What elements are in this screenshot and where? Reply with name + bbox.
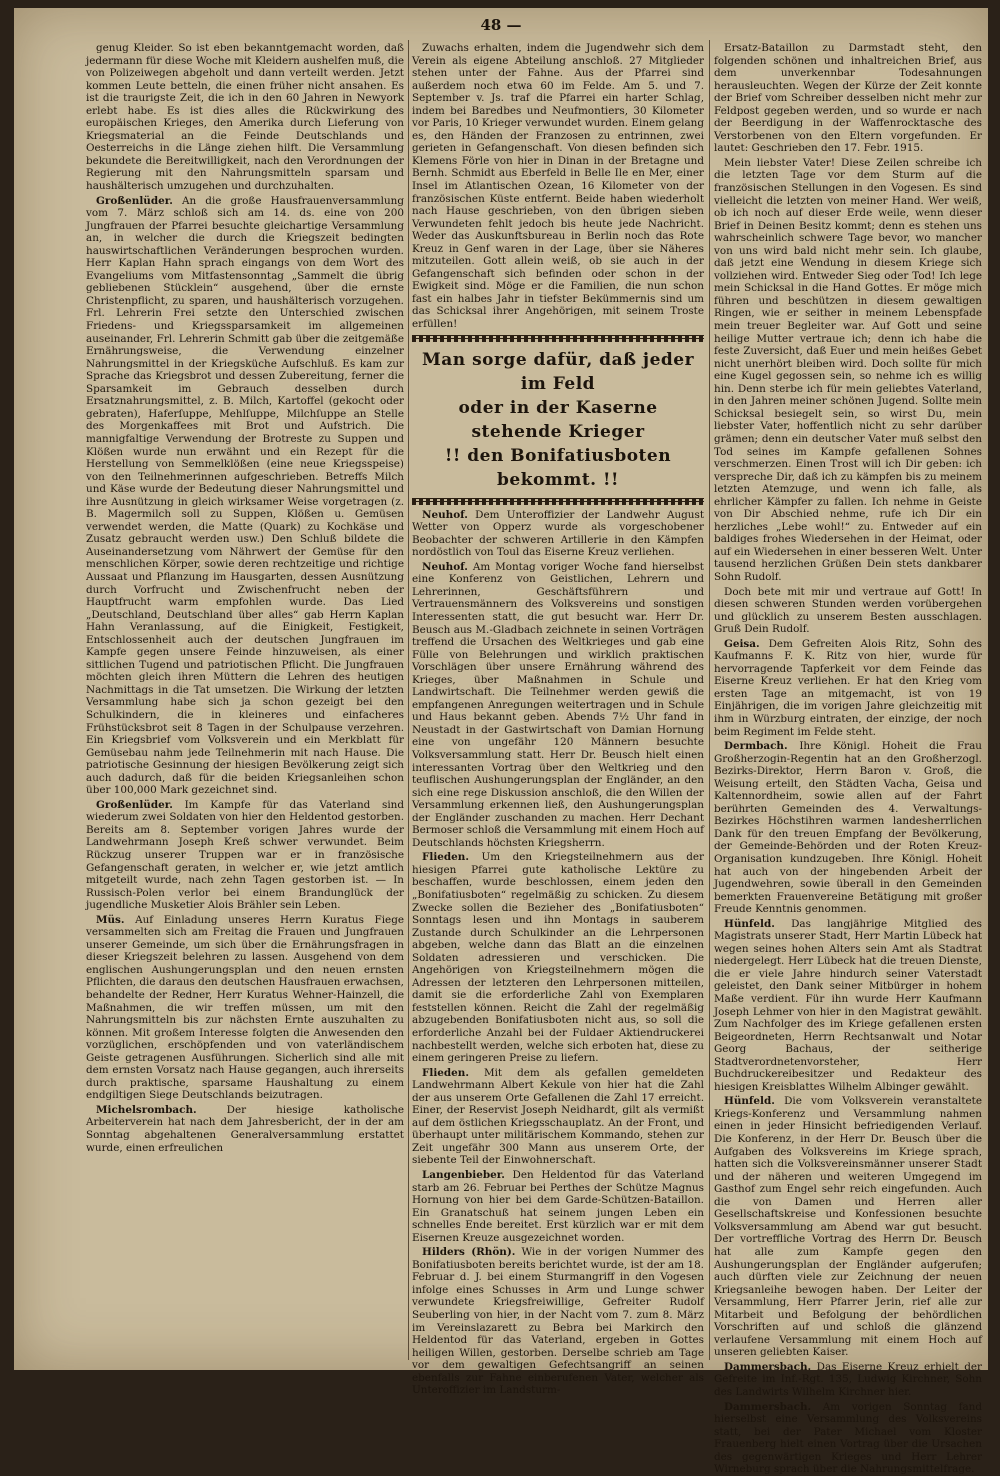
article-dateline: Hilders (Rhön).: [422, 1246, 516, 1259]
article-text: Wie in der vorigen Nummer des Bonifatiusboten bereits berichtet wurde, ist der am 18. Februar d. J. bei einem Sturmangriff in den Vogesen infolge eines Schusses in Arm und Lunge schwer verwundete Kriegsfreiwillige, Gefreiter Rudolf Seuberling von hier, in der Nacht vom 7. zum 8. März im Vereinslazarett zu Bebra bei Markirch den Heldentod für das Vaterland, ergeben in Gottes heiligen Willen, gestorben. Derselbe schrieb am Tage vor dem gewaltigen Gefechtsangriff an seinen ebenfalls zur Fahne einberufenen Vater, welcher als Unteroffizier im Landsturm-: [412, 1246, 705, 1397]
article-text: Ersatz-Bataillon zu Darmstadt steht, den folgenden schönen und inhaltreichen Brief, aus dem unverkennbar Todesahnungen herausleuchten. Wegen der Kürze der Zeit konnte der Brief vom Schreiber desselben nicht mehr zur Feldpost gegeben werden, und so wurde er nach der Beerdigung in der Waffenrocktasche des Verstorbenen von den Eltern vorgefunden. Er lautet: Geschrieben den 17. Febr. 1915.: [714, 42, 982, 155]
article-dateline: Dermbach.: [724, 740, 788, 753]
article-text: Doch bete mit mir und vertraue auf Gott! In diesen schweren Stunden werden vorübergehen und glücklich zu unserem Besten ausschlagen. Gruß Dein Rudolf.: [714, 585, 982, 636]
article-text: An die große Hausfrauenversammlung vom 7. März schloß sich am 14. ds. eine von 200 Jungfrauen der Pfarrei besuchte gleichartige Versammlung an, in welcher die durch die Kriegszeit bedingten hauswirtschaftlichen Veränderungen besprochen wurden. Herr Kaplan Hahn sprach eingangs von dem Wort des Evangeliums vom Mitfastensonntag „Sammelt die übrig gebliebenen Stücklein“ ausgehend, über die ernste Christenpflicht, zu sparen, und haushälterisch vorzugehen. Frl. Lehrerin Frei setzte den Unterschied zwischen Friedens- und Kriegssparsamkeit im allgemeinen auseinander, Frl. Lehrerin Schmitt gab über die zeitgemäße Ernährungsweise, die Verwendung einzelner Nahrungsmittel in der Kriegsküche Aufschluß. Es kam zur Sprache das Kriegsbrot und dessen Zubereitung, ferner die Sparsamkeit im Gebrauch desselben durch Ersatznahrungsmittel, z. B. Milch, Kartoffel (gekocht oder gebraten), Haferſuppe, Mehlſuppe, Milchſuppe an Stelle des Morgenkaffees mit Brot und Aufstrich. Die mannigfaltige Verwendung der Brotreste zu Suppen und Klößen wurde nun erwähnt und ein Rezept für die Herstellung von Semmelklößen (eine neue Kriegsspeise) von den Teilnehmerinnen aufgeschrieben. Betreffs Milch und Käse wurde der Bedeutung dieser Nahrungsmittel und ihre Ausnützung in gleich wirksamer Weise vorgetragen (z. B. Magermilch soll zu Suppen, Klößen u. Gemüsen verwendet werden, die Matte (Quark) zu Kochkäse und Zusatz gebraucht werden usw.) Den Schluß bildete die Auseinandersetzung vom Nährwert der Gemüse für den menschlichen Körper, sowie deren rechtzeitige und richtige Aussaat und Pflanzung im Hausgarten, dessen Ausnützung durch Vorfrucht und Zwischenfrucht neben der Hauptfrucht warm empfohlen wurde. Das Lied „Deutschland, Deutschland über alles“ gab Herrn Kaplan Hahn Veranlassung, auf die Einigkeit, Festigkeit, Entschlossenheit auch der deutschen Jungfrauen im Kampfe gegen unsere Feinde hinzuweisen, als einer sittlichen Tugend und patriotischen Pflicht. Die Jungfrauen möchten gleich ihren Müttern die Lehren des heutigen Nachmittags in die Tat umsetzen. Die Wirkung der letzten Versammlung habe sich ja schon gezeigt bei den Schulkindern, die in kleineres und einfacheres Frühstücksbrot seit 8 Tagen in der Schulpause verzehren. Ein Kriegsbrief vom Volksverein und ein Merkblatt für Gemüsebau nahm jede Teilnehmerin mit nach Hause. Die patriotische Gesinnung der hiesigen Bevölkerung zeigt sich auch dadurch, daß für die beiden Kriegsanleihen schon über 100,000 Mark gezeichnet sind.: [86, 194, 405, 797]
article-dateline: Großenlüder.: [96, 798, 173, 811]
article-text: Mein liebster Vater! Diese Zeilen schreibe ich die letzten Tage vor dem Sturm auf die französischen Stellungen in den Vogesen. Es sind vielleicht die letzten von meiner Hand. Wer weiß, ob ich noch auf dieser Erde weile, wenn dieser Brief in Deinen Besitz kommt; denn es stehen uns wahrscheinlich schwere Tage bevor, wo mancher von uns wird bald nicht mehr sein. Ich glaube, daß jetzt eine Wendung in diesem Kriege sich vollziehen wird. Entweder Sieg oder Tod! Ich lege mein Schicksal in die Hand Gottes. Er möge mich führen und beschützen in diesem gewaltigen Ringen, wie er seither in meinem Lebenspfade mein treuer Begleiter war. Auf Gott und seine heilige Mutter vertraue ich; denn ich habe die feste Zuversicht, daß Euer und mein heißes Gebet nicht unerhört bleiben wird. Doch sollte für mich eine Kugel gegossen sein, so nehme ich es willig hin. Denn sterbe ich für mein geliebtes Vaterland, in den Jahren meiner schönen Jugend. Sollte mein Schicksal besiegelt sein, so wirst Du, mein liebster Vater, hoffentlich nicht zu sehr darüber grämen; denn ein deutscher Vater muß selbst den Tod seines im Kampfe gefallenen Sohnes verschmerzen. Einen Trost will ich Dir geben: ich verspreche Dir, daß ich zu kämpfen bis zu meinem letzten Atemzuge, und wenn ich falle, als ehrlicher Kämpfer zu fallen. Ich nehme in Geiste von Dir Abschied nehme, rufe ich Dir ein herzliches „Lebe wohl!“ zu. Entweder auf ein baldiges frohes Wiedersehen in der Heimat, oder auf ein Wiedersehen in einer besseren Welt. Unter tausend herzlichen Grüßen Dein stets dankbarer Sohn Rudolf.: [714, 156, 982, 583]
article-paragraph: [412, 1067, 704, 1167]
article-dateline: Großenlüder.: [96, 194, 173, 207]
article-text: Mit dem als gefallen gemeldeten Landwehrmann Albert Kekule von hier hat die Zahl der aus unserem Orte Gefallenen die Zahl 17 erreicht. Einer, der Reservist Joseph Neidhardt, gilt als vermißt auf dem östlichen Kriegsschauplatz. An der Front, und überhaupt unter militärischem Kommando, stehen zur Zeit ungefähr 300 Mann aus unserem Orte, der siebente Teil der Einwohnerschaft.: [412, 1066, 704, 1167]
column-3: [714, 42, 983, 1476]
article-text: Das langjährige Mitglied des Magistrats unserer Stadt, Herr Martin Lübeck hat wegen seines hohen Alters sein Amt als Stadtrat niedergelegt. Herr Lübeck hat die treuen Dienste, die er viele Jahre hindurch seiner Vaterstadt geleistet, den Dank seiner Mitbürger in hohem Maße verdient. Für ihn wurde Herr Kaufmann Joseph Lehmer von hier in den Magistrat gewählt. Zum Nachfolger des im Kriege gefallenen ersten Beigeordneten, Herrn Rechtsanwalt und Notar Georg Bachaus, der seitherige Stadtverordnetenvorsteher, Herr Buchdruckereibesitzer und Redakteur des hiesigen Kreisblattes Wilhelm Albinger gewählt.: [714, 917, 982, 1093]
article-text: Der hiesige katholische Arbeiterverein hat nach dem Jahresbericht, der in der am Sonntag abgehaltenen Generalversammlung erstattet wurde, einen erfreulichen: [86, 1103, 404, 1154]
article-dateline: Langenbieber.: [422, 1169, 505, 1182]
article-paragraph: [86, 195, 404, 797]
article-text: Im Kampfe für das Vaterland sind wiederum zwei Soldaten von hier den Heldentod gestorben. Bereits am 8. September vorigen Jahres wurde der Landwehrmann Joseph Kreß schwer verwundet. Beim Rückzug unserer Truppen war er in französische Gefangenschaft geraten, in welcher er, wie jetzt amtlich mitgeteilt wurde, nach zehn Tagen gestorben ist. — In Russisch-Polen verlor bei einem Brandunglück der jugendliche Musketier Alois Brähler sein Leben.: [86, 798, 404, 912]
article-dateline: Hünfeld.: [724, 1095, 775, 1108]
article-dateline: Geisa.: [724, 637, 760, 650]
ornamental-divider: [412, 498, 704, 505]
article-text: Ihre Königl. Hoheit die Frau Großherzogin-Regentin hat an den Großherzogl. Bezirks-Direktor, Herrn Baron v. Groß, die Weisung erteilt, den Städten Vacha, Geisa und Kaltennordheim, sowie allen auf der Fahrt berührten Gemeinden des 4. Verwaltungs-Bezirkes Höchstihren warmen landesherrlichen Dank für den treuen Empfang der Bevölkerung, der Gemeinde-Behörden und der Roten Kreuz-Organisation kundzugeben. Ihre Königl. Hoheit hat auch von der hingebenden Arbeit der Jugendwehren, sowie überall in den Gemeinden bemerkten Frauenvereine Betätigung mit großer Freude Kenntnis genommen.: [714, 740, 983, 916]
article-dateline: Flieden.: [422, 1066, 469, 1079]
article-text: Am Montag voriger Woche fand hierselbst eine Konferenz von Geistlichen, Lehrern und Lehrerinnen, Geschäftsführern und Vertrauensmännern des Volksvereins und sonstigen Interessenten statt, die gut besucht war. Herr Dr. Beusch aus M.-Gladbach zeichnete in seinen Vorträgen treffend die Ursachen des Weltkrieges und gab eine Fülle von Belehrungen und wirklich praktischen Vorschlägen über unsere Ernährung während des Krieges, über Maßnahmen in Schule und Landwirtschaft. Die Teilnehmer werden gewiß die empfangenen Anregungen weitertragen und in Schule und Haus bekannt geben. Abends 7½ Uhr fand in Neustadt in der Gastwirtschaft von Damian Hornung eine von ungefähr 120 Männern besuchte Volksversammlung statt. Herr Dr. Beusch hielt einen interessanten Vortrag über den Weltkrieg und den teuflischen Aushungerungsplan der Engländer, an den sich eine rege Diskussion anschloß, die den Willen der Versammlung erkennen ließ, den Aushungerungsplan der Engländer zuschanden zu machen. Herr Dechant Bermoser schloß die Versammlung mit einem Hoch auf Deutschlands höchsten Kriegsherrn.: [412, 560, 704, 849]
article-text: Dem Unteroffizier der Landwehr August Wetter von Opperz wurde als vorgeschobener Beobachter der schweren Artillerie in den Kämpfen nordöstlich von Toul das Eiserne Kreuz verliehen.: [412, 508, 704, 559]
article-paragraph: [714, 586, 982, 636]
column-rule: [408, 40, 409, 1360]
article-paragraph: [412, 509, 704, 559]
article-paragraph: [412, 1246, 704, 1397]
notice-banner: [414, 348, 702, 492]
ornamental-divider: [412, 335, 704, 342]
article-paragraph: [714, 1095, 982, 1358]
article-text: Auf Einladung unseres Herrn Kuratus Fiege versammelten sich am Freitag die Frauen und Jungfrauen unserer Gemeinde, um sich über die Ernährungsfragen in dieser Kriegszeit belehren zu lassen. Ausgehend von dem englischen Aushungerungsplan und den neuen ernsten Pflichten, die daraus den deutschen Hausfrauen erwachsen, behandelte der Redner, Herr Kuratus Wehner-Hainzell, die Maßnahmen, die wir treffen müssen, um mit den Nahrungsmitteln bis zur nächsten Ernte auszuhalten zu können. Mit großem Interesse folgten die Anwesenden den vorzüglichen, erschöpfenden und von vaterländischem Geiste getragenen Ausführungen. Sicherlich sind alle mit dem ernsten Vorsatz nach Hause gegangen, auch ihrerseits durch praktische, sparsame Haushaltung zu einem endgiltigen Siege Deutschlands beizutragen.: [86, 913, 404, 1102]
article-paragraph: [412, 1169, 704, 1244]
article-paragraph: [86, 799, 404, 912]
article-text: Am vorigen Sonntag fand hierselbst eine Versammlung des Volksvereins statt, bei der Pater Michael vom Kloster Frauenberg hielt einen Vortrag über die Ursachen des gegenwärtigen Krieges und Herr Lehrer Wirneburg sprach über die Nahrungsmittelfrage.: [714, 1400, 982, 1476]
article-dateline: Flieden.: [422, 851, 469, 864]
article-paragraph: [714, 740, 982, 916]
banner-line: Man sorge dafür, daß jeder im Feld: [421, 349, 695, 394]
column-1: [86, 42, 404, 1362]
article-dateline: Müs.: [96, 913, 125, 926]
article-text: Dem Gefreiten Alois Ritz, Sohn des Kaufmanns F. K. Ritz von hier, wurde für hervorragende Tapferkeit vor dem Feinde das Eiserne Kreuz verliehen. Er hat den Krieg vom ersten Tage an mitgemacht, ist von 19 Einjährigen, die im vorigen Jahre gleichzeitig mit ihm in Würzburg eintraten, der einzige, der noch beim Regiment im Felde steht.: [714, 637, 983, 738]
article-text: Die vom Volksverein veranstaltete Kriegs-Konferenz und Versammlung nahmen einen in jeder Hinsicht befriedigenden Verlauf. Die Konferenz, in der Herr Dr. Beusch über die Aufgaben des Volksvereins im Kriege sprach, hatten sich die Volksvereinsmänner unserer Stadt und der näheren und weiteren Umgegend im Gasthof zum Engel sehr reich eingefunden. Auch die von Damen und Herren aller Gesellschaftskreise und Konfessionen besuchte Volksversammlung am Abend war gut besucht. Der vortreffliche Vortrag des Herrn Dr. Beusch hat alle zum Kampfe gegen den Aushungerungsplan der Engländer aufgerufen; auch dürften viele zur Zeichnung der neuen Kriegsanleihe bewogen haben. Der Leiter der Versammlung, Herr Pfarrer Jerin, rief alle zur Mitarbeit und Befolgung der behördlichen Vorschriften auf und schloß die glänzend verlaufene Versammlung mit einem Hoch auf unseren geliebten Kaiser.: [714, 1095, 982, 1359]
banner-line: oder in der Kaserne stehende Krieger: [458, 397, 658, 442]
article-paragraph: [714, 42, 982, 155]
article-dateline: Neuhof.: [422, 508, 468, 521]
article-text: Das Eiserne Kreuz erhielt der Gefreite im Inf.-Rgt. 135, Ludwig Kirchner, Sohn des Landwirts Wilhelm Kirchner hier.: [714, 1360, 982, 1398]
article-paragraph: [412, 851, 704, 1064]
article-dateline: Michelsrombach.: [96, 1103, 197, 1116]
article-paragraph: [714, 1401, 982, 1476]
article-paragraph: [714, 638, 982, 738]
newspaper-page: [14, 8, 988, 1476]
column-2: [412, 42, 705, 1397]
article-paragraph: [412, 42, 704, 331]
article-paragraph: [714, 157, 982, 584]
page-number: 48 —: [480, 16, 522, 34]
article-paragraph: [714, 918, 982, 1094]
article-text: Zuwachs erhalten, indem die Jugendwehr sich dem Verein als eigene Abteilung anschloß. 27 Mitglieder stehen unter der Fahne. Aus der Pfarrei sind außerdem noch etwa 60 im Felde. Am 5. und 7. September v. Js. traf die Pfarrei ein harter Schlag, indem bei Baredbes und Neufmontiers, 30 Kilometer vor Paris, 10 Krieger verwundet wurden. Einem gelang es, den Händen der Franzosen zu entrinnen, zwei gerieten in Gefangenschaft. Von diesen befinden sich Klemens Förle von hier in Dinan in der Bretagne und Bernh. Schmidt aus Eberfeld in Belle Ile en Mer, einer Insel im Atlantischen Ozean, 16 Kilometer von der französischen Küste entfernt. Beide haben wiederholt nach Hause geschrieben, von den übrigen sieben Verwundeten fehlt jedoch bis heute jede Nachricht. Weder das Auskunftsbureau in Berlin noch das Rote Kreuz in Genf waren in der Lage, über sie Näheres mitzuteilen. Gott allein weiß, ob sie auch in der Gefangenschaft sich befinden oder schon in der Ewigkeit sind. Möge er die Familien, die nun schon fast ein halbes Jahr in tiefster Bekümmernis sind um das Schicksal ihrer Angehörigen, mit seinem Troste erfüllen!: [412, 42, 704, 331]
article-dateline: Neuhof.: [422, 560, 468, 573]
article-text: genug Kleider. So ist eben bekanntgemacht worden, daß jedermann für diese Woche mit Kleidern aushelfen muß, die von Polizeiwegen abgeholt und dann verteilt werden. Jetzt kommen Leute betteln, die einen früher nicht ansahen. Es ist die traurigste Zeit, die ich in den 60 Jahren in Newyork erlebt habe. Es ist dies alles die Rückwirkung des europäischen Krieges, den Amerika durch Lieferung von Kriegsmaterial an die Feinde Deutschlands und Oesterreichs in die Länge ziehen hilft. Die Versammlung bekundete die Bereitwilligkeit, nach den Verordnungen der Regierung mit den Nahrungsmitteln sparsam und haushälterisch umzugehen und durchzuhalten.: [86, 42, 404, 193]
article-text: Den Heldentod für das Vaterland starb am 26. Februar bei Perthes der Schütze Magnus Hornung von hier bei dem Garde-Schützen-Bataillon. Ein Granatschuß hat seinem jungen Leben ein schnelles Ende bereitet. Erst kürzlich war er mit dem Eisernen Kreuze ausgezeichnet worden.: [412, 1169, 704, 1244]
article-paragraph: [86, 1104, 404, 1154]
article-paragraph: [714, 1361, 982, 1399]
article-paragraph: [86, 914, 404, 1102]
article-text: Um den Kriegsteilnehmern aus der hiesigen Pfarrei gute katholische Lektüre zu beschaffen, wurde beschlossen, einem jeden den „Bonifatiusboten“ regelmäßig zu schicken. Zu diesem Zwecke sollen die Bezieher des „Bonifatiusboten“ Sonntags lesen und ihn Montags in sauberem Zustande durch Schulkinder an die Lehrpersonen abgeben, welche dann das Blatt an die einzelnen Soldaten adressieren und verschicken. Die Angehörigen von Kriegsteilnehmern mögen die Adressen der letzteren den Lehrpersonen mitteilen, damit sie die erforderliche Zahl von Exemplaren feststellen können. Reicht die Zahl der regelmäßig abzugebenden Bonifatiusboten nicht aus, so soll die erforderliche Anzahl bei der Fuldaer Aktiendruckerei nachbestellt werden, welche sich erboten hat, diese zu einem geringeren Preise zu liefern.: [412, 851, 704, 1065]
banner-line: !! den Bonifatiusboten bekommt. !!: [444, 445, 672, 490]
article-dateline: Hünfeld.: [724, 917, 775, 930]
article-dateline: Dammersbach.: [724, 1360, 812, 1373]
column-rule: [709, 40, 710, 1360]
article-paragraph: [412, 561, 704, 850]
article-dateline: Dammersbach.: [724, 1400, 812, 1413]
article-paragraph: [86, 42, 404, 193]
